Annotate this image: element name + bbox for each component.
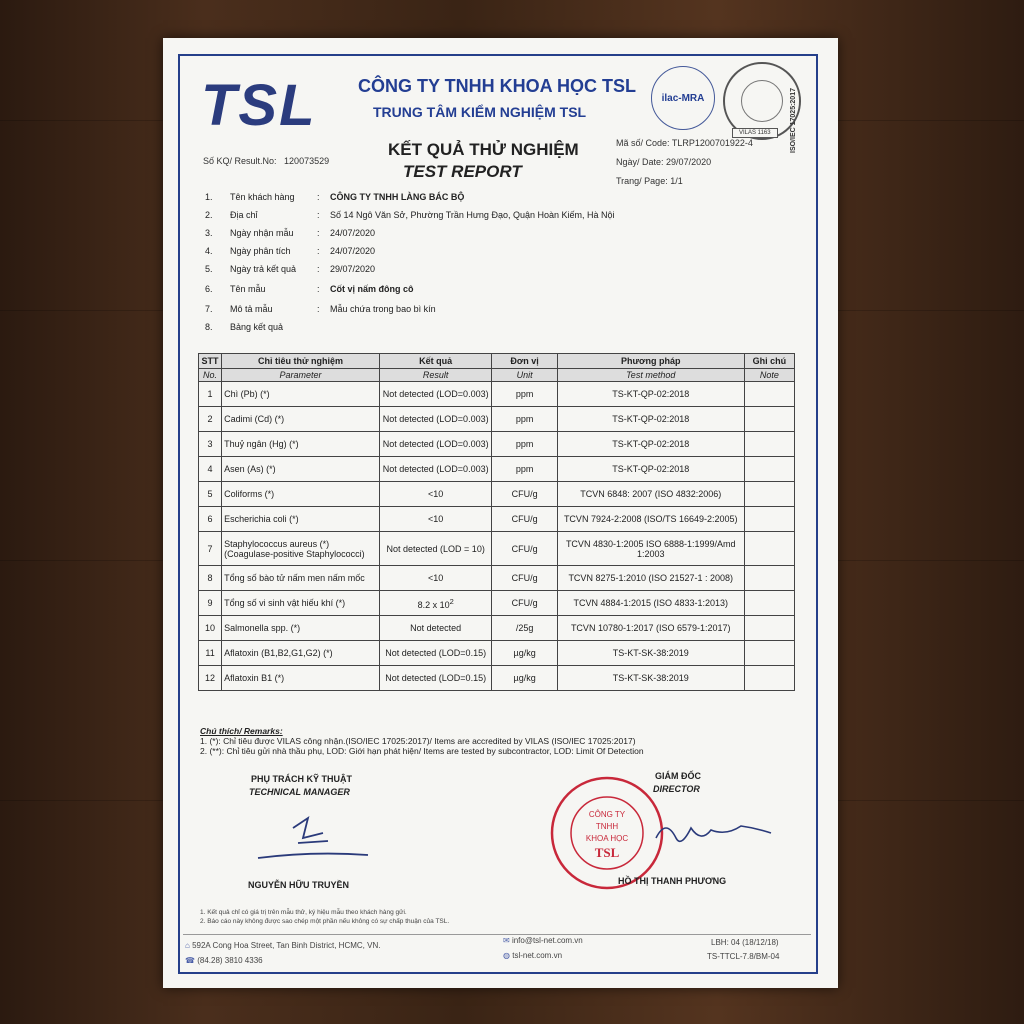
remark-line: 2. (**): Chỉ tiêu gửi nhà thầu phụ, LOD: Giới hạn phát hiện/ Items are tested by subcontractor, LOD: Limit Of Detection (200, 746, 644, 756)
company-name: CÔNG TY TNHH KHOA HỌC TSL (358, 76, 636, 96)
header-cell: Note (744, 369, 794, 382)
svg-text:CÔNG TY: CÔNG TY (588, 810, 626, 819)
header-cell: Ghi chú (744, 354, 794, 369)
boa-inner-ring (741, 80, 783, 122)
table-row: 5 Coliforms (*) <10 CFU/g TCVN 6848: 2007 (ISO 4832:2006) (199, 482, 795, 507)
technical-manager-name: NGUYỄN HỮU TRUYỀN (248, 880, 349, 890)
table-row: 6 Escherichia coli (*) <10 CFU/g TCVN 7924-2:2008 (ISO/TS 16649-2:2005) (199, 507, 795, 532)
result-no: Số KQ/ Result.No: 120073529 (203, 156, 330, 166)
report-title-en: TEST REPORT (403, 162, 522, 181)
svg-text:KHOA HỌC: KHOA HỌC (585, 834, 629, 843)
director-name: HỒ THỊ THANH PHƯƠNG (618, 876, 727, 886)
table-row: 2 Cadimi (Cd) (*) Not detected (LOD=0.003) ppm TS-KT-QP-02:2018 (199, 407, 795, 432)
footer-email: ✉ info@tsl-net.com.vn (503, 936, 583, 945)
technical-manager-title: PHỤ TRÁCH KỸ THUẬT (251, 774, 352, 784)
footer-lbh: LBH: 04 (18/12/18) (711, 938, 779, 947)
director-signature (651, 808, 781, 858)
table-row: 12 Aflatoxin B1 (*) Not detected (LOD=0.15) µg/kg TS-KT-SK-38:2019 (199, 666, 795, 691)
footnote: 1. Kết quả chỉ có giá trị trên mẫu thử, ký hiệu mẫu theo khách hàng gửi. (200, 909, 407, 916)
result-cell: 8.2 x $10^2$ (379, 591, 492, 616)
header-cell: Result (379, 369, 492, 382)
technical-manager-signature (253, 803, 373, 863)
phone-icon: ☎ (185, 956, 195, 965)
footer-divider (183, 934, 811, 935)
table-row: 3 Thuỷ ngân (Hg) (*) Not detected (LOD=0.003) ppm TS-KT-QP-02:2018 (199, 432, 795, 457)
location-icon: ⌂ (185, 941, 190, 950)
header-cell: Unit (492, 369, 557, 382)
table-header (199, 354, 795, 369)
director-title: GIÁM ĐỐC (655, 771, 701, 781)
report-paper: TSL CÔNG TY TNHH KHOA HỌC TSL TRUNG TÂM KIỂM NGHIỆM TSL ilac-MRA VILAS 1163 ISO/IEC 17025:2017 Số KQ/ Result.No: 120073529 KẾT QUẢ THỬ NGHIỆM TEST REPORT Mã số/ Code: TLRP1200701922-4 Ngày/ Date: 29/07/2020 Trang/ Page: 1/1 1. Tên khách hàng : CÔNG TY TNHH LÀNG BÁC BỘ 2. Địa chỉ : Số 14 Ngô Văn Sở, Phường Trần Hưng Đạo, Quận Hoàn Kiếm, Hà Nội 3. Ngày nhận mẫu : 24/07/2020 4. Ngày phân tích : 24/07/2020 5. Ngày trả kết quả : 29/07/2020 6. Tên mẫu : Cốt vị nấm đông cô 7. Mô tả mẫu : Mẫu chứa trong bao bì kín 8. Bảng kết quả STT Chỉ tiêu thử nghiệm Kết quả Đơn vị Phương pháp Ghi chú No. Parameter Result Unit Test method Note 1 Chì (Pb) (*) Not detected (LOD=0.003) ppm TS-KT-QP-02:2018 2 Cadimi (Cd) (*) Not detected (LOD=0.003) ppm TS-KT-QP-02:2018 3 Thuỷ ngân (Hg) (*) Not detected (LOD=0.003) ppm TS-KT-QP-02:2018 4 Asen (As) (*) Not detected (LOD=0.003) ppm TS-KT-QP-02:2018 5 Coliforms (*) <10 CFU/g TCVN 6848: 2007 (ISO 4832:2006) 6 Escherichia coli (*) <10 CFU/g TCVN 7924-2:2008 (ISO/TS 16649-2:2005) 7 Staphylococcus aureus (*) (Coagulase-positive Staphylococci) Not detected (LOD = 10) CFU/g TCVN 4830-1:2005 ISO 6888-1:1999/Amd 1:2003 8 Tổng số bào tử nấm men nấm mốc <10 CFU/g TCVN 8275-1:2010 (ISO 21527-1 : 2008) 9 Tổng số vi sinh vật hiếu khí (*) 8.2 x $10^2$ CFU/g TCVN 4884-1:2015 (ISO 4833-1:2013) 10 Salmonella spp. (*) Not detected /25g TCVN 10780-1:2017 (ISO 6579-1:2017) 11 Aflatoxin (B1,B2,G1,G2) (*) Not detected (LOD=0.15) µg/kg TS-KT-SK-38:2019 12 Aflatoxin B1 (*) Not detected (LOD=0.15) µg/kg TS-KT-SK-38:2019 Chú thích/ Remarks: 1. (*): Chỉ tiêu được VILAS công nhận.(ISO/IEC 17025:2017)/ Items are accredited by VILAS (ISO/IEC 17025:2017) 2. (**): Chỉ tiêu gửi nhà thầu phụ, LOD: Giới hạn phát hiện/ Items are tested by subcontractor, LOD: Limit Of Detection PHỤ TRÁCH KỸ THUẬT TECHNICAL MANAGER NGUYỄN HỮU TRUYỀN GIÁM ĐỐC DIRECTOR CÔNG TY TNHH KHOA HỌC TSL HỒ THỊ THANH PHƯƠNG 1. Kết quả chỉ có giá trị trên mẫu thử, ký hiệu mẫu theo khách hàng gửi. 2. Báo cáo này không được sao chép một phần nếu không có sự chấp thuận của TSL. ⌂ 592A Cong Hoa Street, Tan Binh District, HCMC, VN. ☎ (84.28) 3810 4336 ✉ info@tsl-net.com.vn ◍ tsl-net.com.vn LBH: 04 (18/12/18) TS-TTCL-7.8/BM-04 (163, 38, 838, 988)
svg-text:TNHH: TNHH (595, 822, 619, 831)
header-cell: Test method (557, 369, 744, 382)
remarks (200, 726, 644, 756)
footer-address: ⌂ 592A Cong Hoa Street, Tan Binh District, HCMC, VN. (185, 941, 381, 950)
header-cell: Phương pháp (557, 354, 744, 369)
table-row: 11 Aflatoxin (B1,B2,G1,G2) (*) Not detected (LOD=0.15) µg/kg TS-KT-SK-38:2019 (199, 641, 795, 666)
report-title-vi: KẾT QUẢ THỬ NGHIỆM (388, 140, 579, 159)
header-cell: Đơn vị (492, 354, 557, 369)
technical-manager-title-en: TECHNICAL MANAGER (249, 787, 350, 797)
header-cell: Kết quả (379, 354, 492, 369)
table-subheader (199, 369, 795, 382)
company-stamp (549, 775, 665, 891)
table-row: 10 Salmonella spp. (*) Not detected /25g TCVN 10780-1:2017 (ISO 6579-1:2017) (199, 616, 795, 641)
footer-web: ◍ tsl-net.com.vn (503, 951, 563, 960)
ilac-mra-logo: ilac-MRA (651, 66, 715, 130)
results-table (198, 353, 795, 691)
table-row: 1 Chì (Pb) (*) Not detected (LOD=0.003) ppm TS-KT-QP-02:2018 (199, 382, 795, 407)
iso-standard-label: ISO/IEC 17025:2017 (790, 88, 797, 154)
table-row: 9 Tổng số vi sinh vật hiếu khí (*) 8.2 x $10^2$ CFU/g TCVN 4884-1:2015 (ISO 4833-1:2013) (199, 591, 795, 616)
footer-phone: ☎ (84.28) 3810 4336 (185, 956, 263, 965)
table-row: 7 Staphylococcus aureus (*) (Coagulase-positive Staphylococci) Not detected (LOD = 10) CFU/g TCVN 4830-1:2005 ISO 6888-1:1999/Amd 1:2003 (199, 532, 795, 566)
header-cell: No. (199, 369, 222, 382)
footer-form-code: TS-TTCL-7.8/BM-04 (707, 952, 780, 961)
footnote: 2. Báo cáo này không được sao chép một phần nếu không có sự chấp thuận của TSL. (200, 918, 450, 925)
header-cell: Chỉ tiêu thử nghiệm (222, 354, 380, 369)
director-title-en: DIRECTOR (653, 784, 700, 794)
vilas-badge: VILAS 1163 (732, 128, 778, 138)
tsl-logo: TSL (201, 73, 317, 138)
center-name: TRUNG TÂM KIỂM NGHIỆM TSL (373, 104, 587, 120)
header-cell: STT (199, 354, 222, 369)
email-icon: ✉ (503, 936, 510, 945)
report-date: Ngày/ Date: 29/07/2020 (616, 157, 712, 167)
report-page: Trang/ Page: 1/1 (616, 176, 683, 186)
table-row: 4 Asen (As) (*) Not detected (LOD=0.003) ppm TS-KT-QP-02:2018 (199, 457, 795, 482)
footnotes (200, 908, 449, 926)
report-code: Mã số/ Code: TLRP1200701922-4 (616, 138, 753, 148)
svg-text:TSL: TSL (594, 845, 620, 860)
remarks-title: Chú thích/ Remarks: (200, 726, 283, 736)
globe-icon: ◍ (503, 951, 510, 960)
table-row: 8 Tổng số bào tử nấm men nấm mốc <10 CFU/g TCVN 8275-1:2010 (ISO 21527-1 : 2008) (199, 566, 795, 591)
header-cell: Parameter (222, 369, 380, 382)
remark-line: 1. (*): Chỉ tiêu được VILAS công nhận.(ISO/IEC 17025:2017)/ Items are accredited by VILAS (ISO/IEC 17025:2017) (200, 736, 636, 746)
